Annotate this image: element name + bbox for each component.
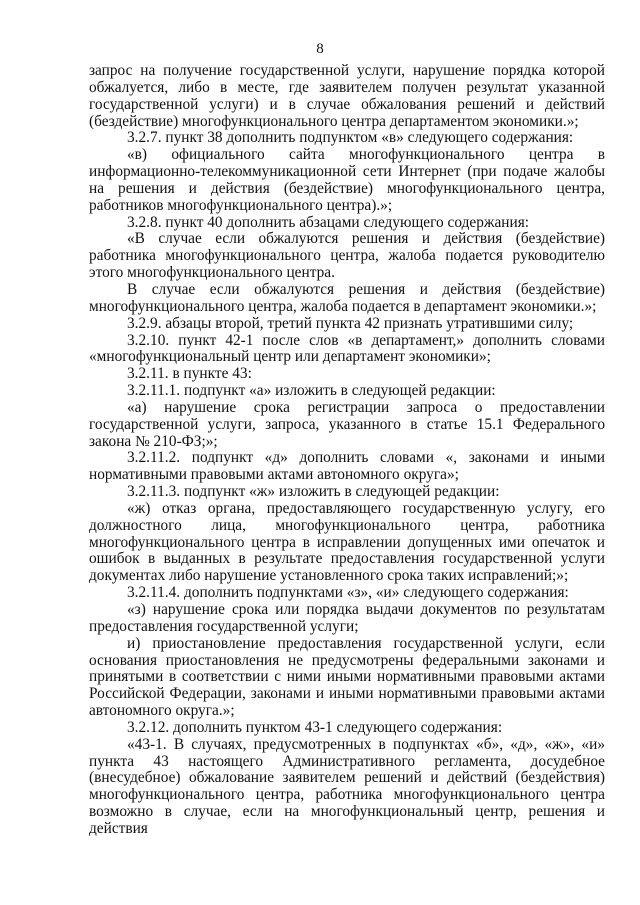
paragraph-3-2-12: 3.2.12. дополнить пунктом 43-1 следующего содержания:: [127, 718, 503, 736]
quote-subparagraph-i: и) приостановление предоставления государственной услуги, если основания приостановления не предусмотрены федеральными законами и принятыми в соответствии с ними иными нормативными правовыми актами Российской Федерации, законами и иными нормативными правовыми актами автономного округа.»;: [89, 634, 605, 720]
quote-subparagraph-zh: «ж) отказ органа, предоставляющего государственную услугу, его должностного лица, многофункционального центра, работника многофункционального центра в исправлении допущенных ими опечаток и ошибок в выданных в результате предоставления государственной услуги документах либо нарушение установленного срока таких исправлений;»;: [89, 499, 605, 585]
paragraph-3-2-11-3: 3.2.11.3. подпункт «ж» изложить в следующей редакции:: [127, 483, 500, 501]
paragraph-3-2-7: 3.2.7. пункт 38 дополнить подпунктом «в» следующего содержания:: [127, 129, 574, 147]
quote-subparagraph-a: «а) нарушение срока регистрации запроса о предоставлении государственной услуги, запроса, указанного в статье 15.1 Федерального закона № 210-ФЗ;»;: [89, 398, 605, 450]
document-body: [89, 63, 605, 838]
paragraph-3-2-8: 3.2.8. пункт 40 дополнить абзацами следующего содержания:: [127, 213, 530, 231]
paragraph-3-2-9: 3.2.9. абзацы второй, третий пункта 42 признать утратившими силу;: [127, 314, 574, 332]
paragraph-3-2-11-2: 3.2.11.2. подпункт «д» дополнить словами «, законами и иными нормативными правовыми актами автономного округа»;: [89, 449, 605, 484]
paragraph-3-2-11-4: 3.2.11.4. дополнить подпунктами «з», «и» следующего содержания:: [127, 584, 569, 602]
quote-point-43-1: «43-1. В случаях, предусмотренных в подпунктах «б», «д», «ж», «и» пункта 43 настоящего Административного регламента, досудебное (внесудебное) обжалование заявителем решений и действий (бездействия) многофункционального центра, работника многофункционального центра возможно в случае, если на многофункциональный центр, решения и действия: [89, 735, 605, 837]
paragraph-3-2-11: 3.2.11. в пункте 43:: [127, 365, 252, 383]
quote-complaint-center: В случае если обжалуются решения и действия (бездействие) многофункционального центра, жалоба подается в департамент экономики.»;: [89, 280, 605, 315]
paragraph-3-2-11-1: 3.2.11.1. подпункт «а» изложить в следующей редакции:: [127, 382, 496, 400]
paragraph-continuation: запрос на получение государственной услуги, нарушение порядка которой обжалуется, либо в месте, где заявителем получен результат указанной государственной услуги) и в случае обжалования решений и действий (бездействие) многофункционального центра департаментом экономики.»;: [89, 62, 605, 130]
quote-subparagraph-z: «з) нарушение срока или порядка выдачи документов по результатам предоставления государственной услуги;: [89, 601, 605, 635]
quote-subparagraph-v: «в) официального сайта многофункционального центра в информационно-телекоммуникационной сети Интернет (при подаче жалобы на решения и действия (бездействие) многофункционального центра, работников многофункционального центра).»;: [89, 146, 605, 214]
page-number: 8: [316, 41, 324, 57]
paragraph-3-2-10: 3.2.10. пункт 42-1 после слов «в департамент,» дополнить словами «многофункциональный центр или департамент экономики»;: [89, 331, 605, 366]
quote-complaint-worker: «В случае если обжалуются решения и действия (бездействие) работника многофункционального центра, жалоба подается руководителю этого многофункционального центра.: [89, 230, 605, 282]
